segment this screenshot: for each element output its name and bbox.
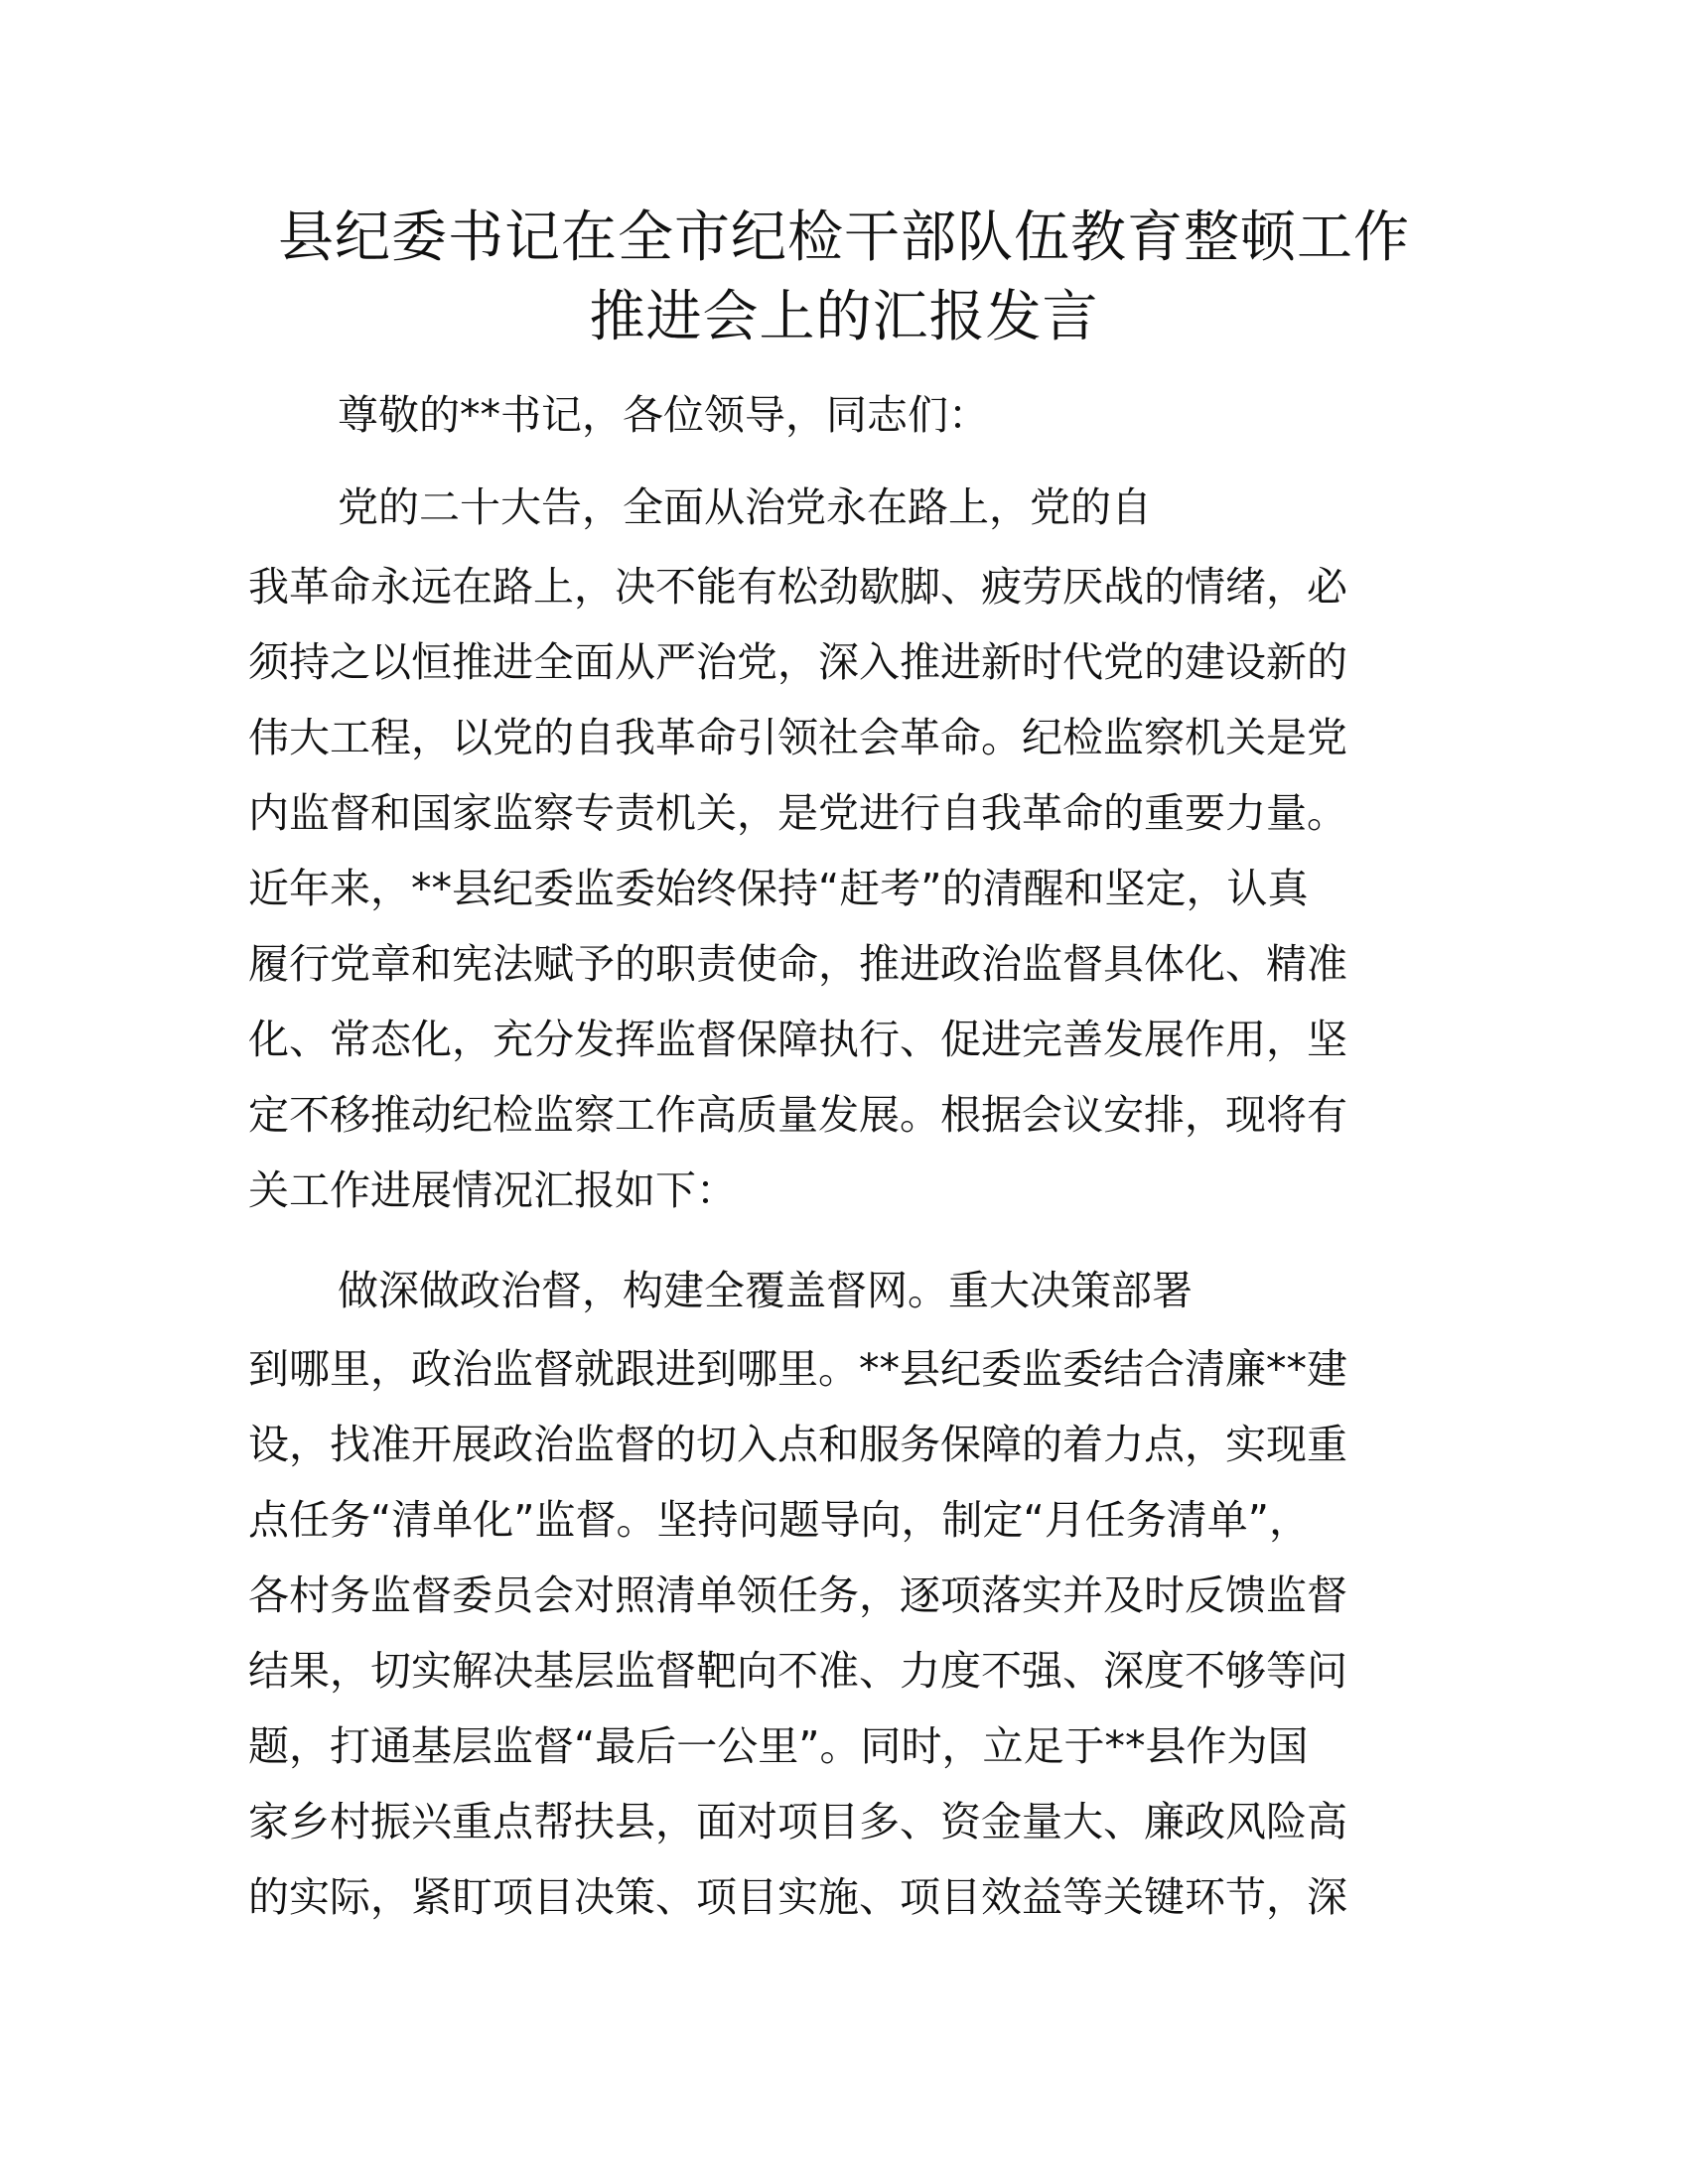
salutation: 尊敬的**书记，各位领导，同志们： [338, 391, 989, 439]
title-line-2: 推进会上的汇报发言 [589, 285, 1099, 349]
paragraph1-line: 近年来，**县纪委监委始终保持“赶考”的清醒和坚定，认真 [248, 865, 1309, 912]
paragraph1-line: 须持之以恒推进全面从严治党，深入推进新时代党的建设新的 [248, 638, 1347, 686]
paragraph2-line: 的实际，紧盯项目决策、项目实施、项目效益等关键环节，深 [248, 1873, 1347, 1921]
paragraph2-line: 做深做政治督，构建全覆盖督网。重大决策部署 [338, 1267, 1193, 1314]
paragraph2-line: 到哪里，政治监督就跟进到哪里。**县纪委监委结合清廉**建 [248, 1345, 1347, 1393]
paragraph2-line: 结果，切实解决基层监督靶向不准、力度不强、深度不够等问 [248, 1647, 1347, 1695]
paragraph2-line: 题，打通基层监督“最后一公里”。同时，立足于**县作为国 [248, 1722, 1309, 1770]
paragraph1-line: 内监督和国家监察专责机关，是党进行自我革命的重要力量。 [248, 789, 1347, 837]
paragraph1-line: 关工作进展情况汇报如下： [248, 1166, 737, 1214]
paragraph1-line: 伟大工程，以党的自我革命引领社会革命。纪检监察机关是党 [248, 714, 1347, 761]
paragraph1-line: 履行党章和宪法赋予的职责使命，推进政治监督具体化、精准 [248, 940, 1347, 988]
paragraph2-line: 各村务监督委员会对照清单领任务，逐项落实并及时反馈监督 [248, 1571, 1347, 1619]
paragraph2-line: 点任务“清单化”监督。坚持问题导向，制定“月任务清单”， [248, 1496, 1310, 1544]
paragraph1-line: 定不移推动纪检监察工作高质量发展。根据会议安排，现将有 [248, 1091, 1347, 1139]
title-line-1: 县纪委书记在全市纪检干部队伍教育整顿工作 [278, 205, 1410, 270]
paragraph1-line: 党的二十大告，全面从治党永在路上，党的自 [338, 483, 1152, 531]
paragraph1-line: 化、常态化，充分发挥监督保障执行、促进完善发展作用，坚 [248, 1016, 1347, 1063]
paragraph1-line: 我革命永远在路上，决不能有松劲歇脚、疲劳厌战的情绪，必 [248, 563, 1347, 611]
paragraph2-line: 家乡村振兴重点帮扶县，面对项目多、资金量大、廉政风险高 [248, 1798, 1347, 1845]
paragraph2-line: 设，找准开展政治监督的切入点和服务保障的着力点，实现重 [248, 1421, 1347, 1468]
